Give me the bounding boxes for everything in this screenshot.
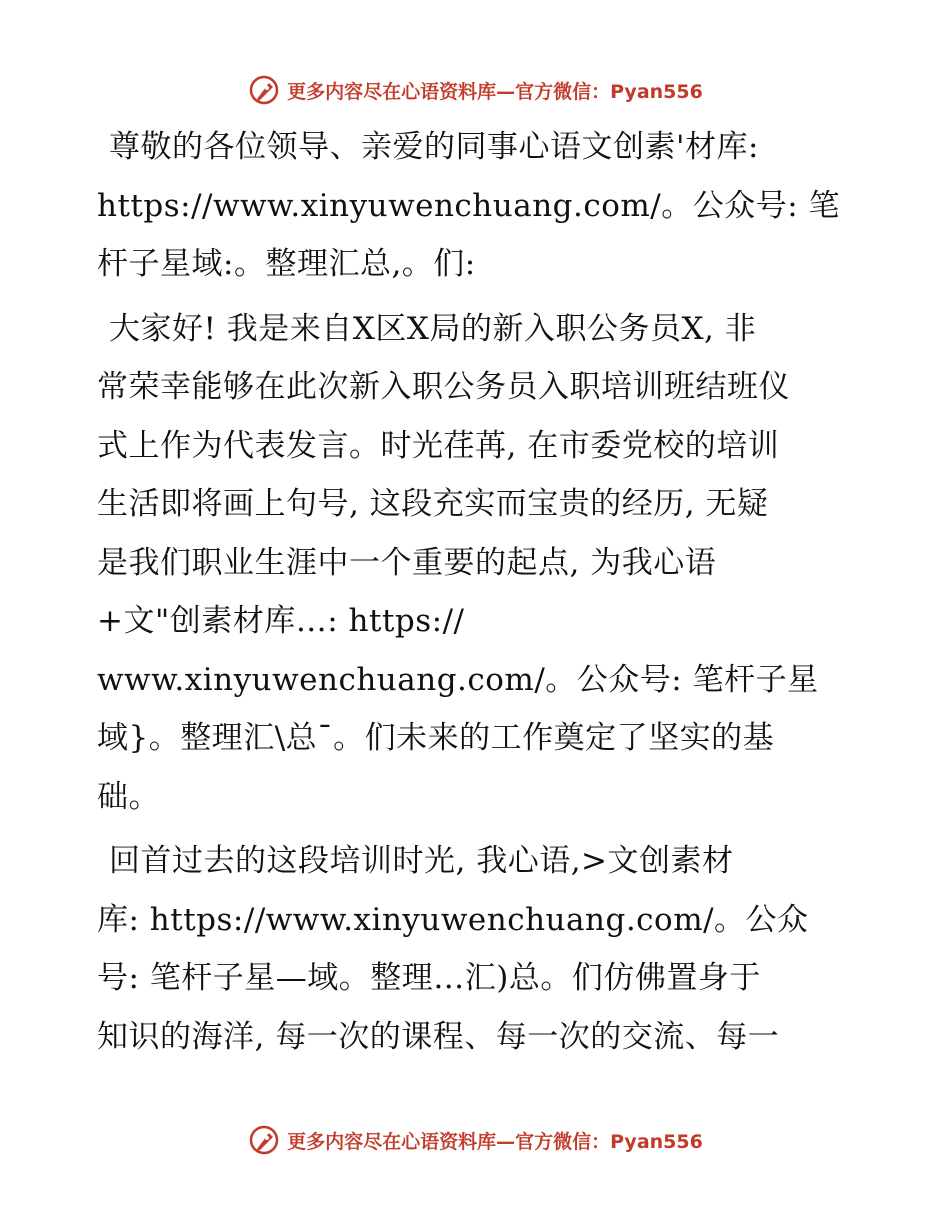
banner-text: 更多内容尽在心语资料库—官方微信：Pyan556 — [287, 1130, 703, 1153]
text-line: 域}。整理汇\总¯。们未来的工作奠定了坚实的基 — [97, 720, 775, 756]
text-line: 杆子星域:。整理汇总,。们: — [97, 246, 476, 282]
paragraph-1 — [97, 118, 857, 294]
text-line: https://www.xinyuwenchuang.com/。公众号: 笔 — [97, 187, 841, 224]
banner-text: 更多内容尽在心语资料库—官方微信：Pyan556 — [287, 80, 703, 103]
text-line: www.xinyuwenchuang.com/。公众号: 笔杆子星 — [97, 661, 819, 698]
header-banner — [0, 70, 950, 110]
document-body — [97, 118, 857, 1072]
text-line: 生活即将画上句号, 这段充实而宝贵的经历, 无疑 — [97, 486, 769, 522]
text-line: 是我们职业生涯中一个重要的起点, 为我心语 — [97, 544, 717, 581]
text-line: 常荣幸能够在此次新入职公务员入职培训班结班仪 — [97, 369, 790, 405]
text-line: 库: https://www.xinyuwenchuang.com/。公众 — [97, 901, 809, 938]
pen-nib-logo-icon — [247, 1123, 281, 1157]
text-line: 尊敬的各位领导、亲爱的同事心语文创素'材库: — [109, 129, 759, 165]
pen-nib-logo-icon — [247, 73, 281, 107]
text-line: 式上作为代表发言。时光荏苒, 在市委党校的培训 — [97, 427, 780, 464]
paragraph-2 — [97, 300, 857, 827]
text-line: +文"创素材库…: https:// — [97, 603, 465, 639]
text-line: 大家好! 我是来自X区X局的新入职公务员X, 非 — [109, 310, 757, 347]
text-line: 础。 — [97, 778, 160, 815]
paragraph-3 — [97, 832, 857, 1066]
text-line: 知识的海洋, 每一次的课程、每一次的交流、每一 — [97, 1018, 780, 1055]
text-line: 号: 笔杆子星—域。整理…汇)总。们仿佛置身于 — [97, 960, 761, 996]
text-line: 回首过去的这段培训时光, 我心语,>文创素材 — [109, 843, 734, 879]
footer-banner — [0, 1120, 950, 1160]
